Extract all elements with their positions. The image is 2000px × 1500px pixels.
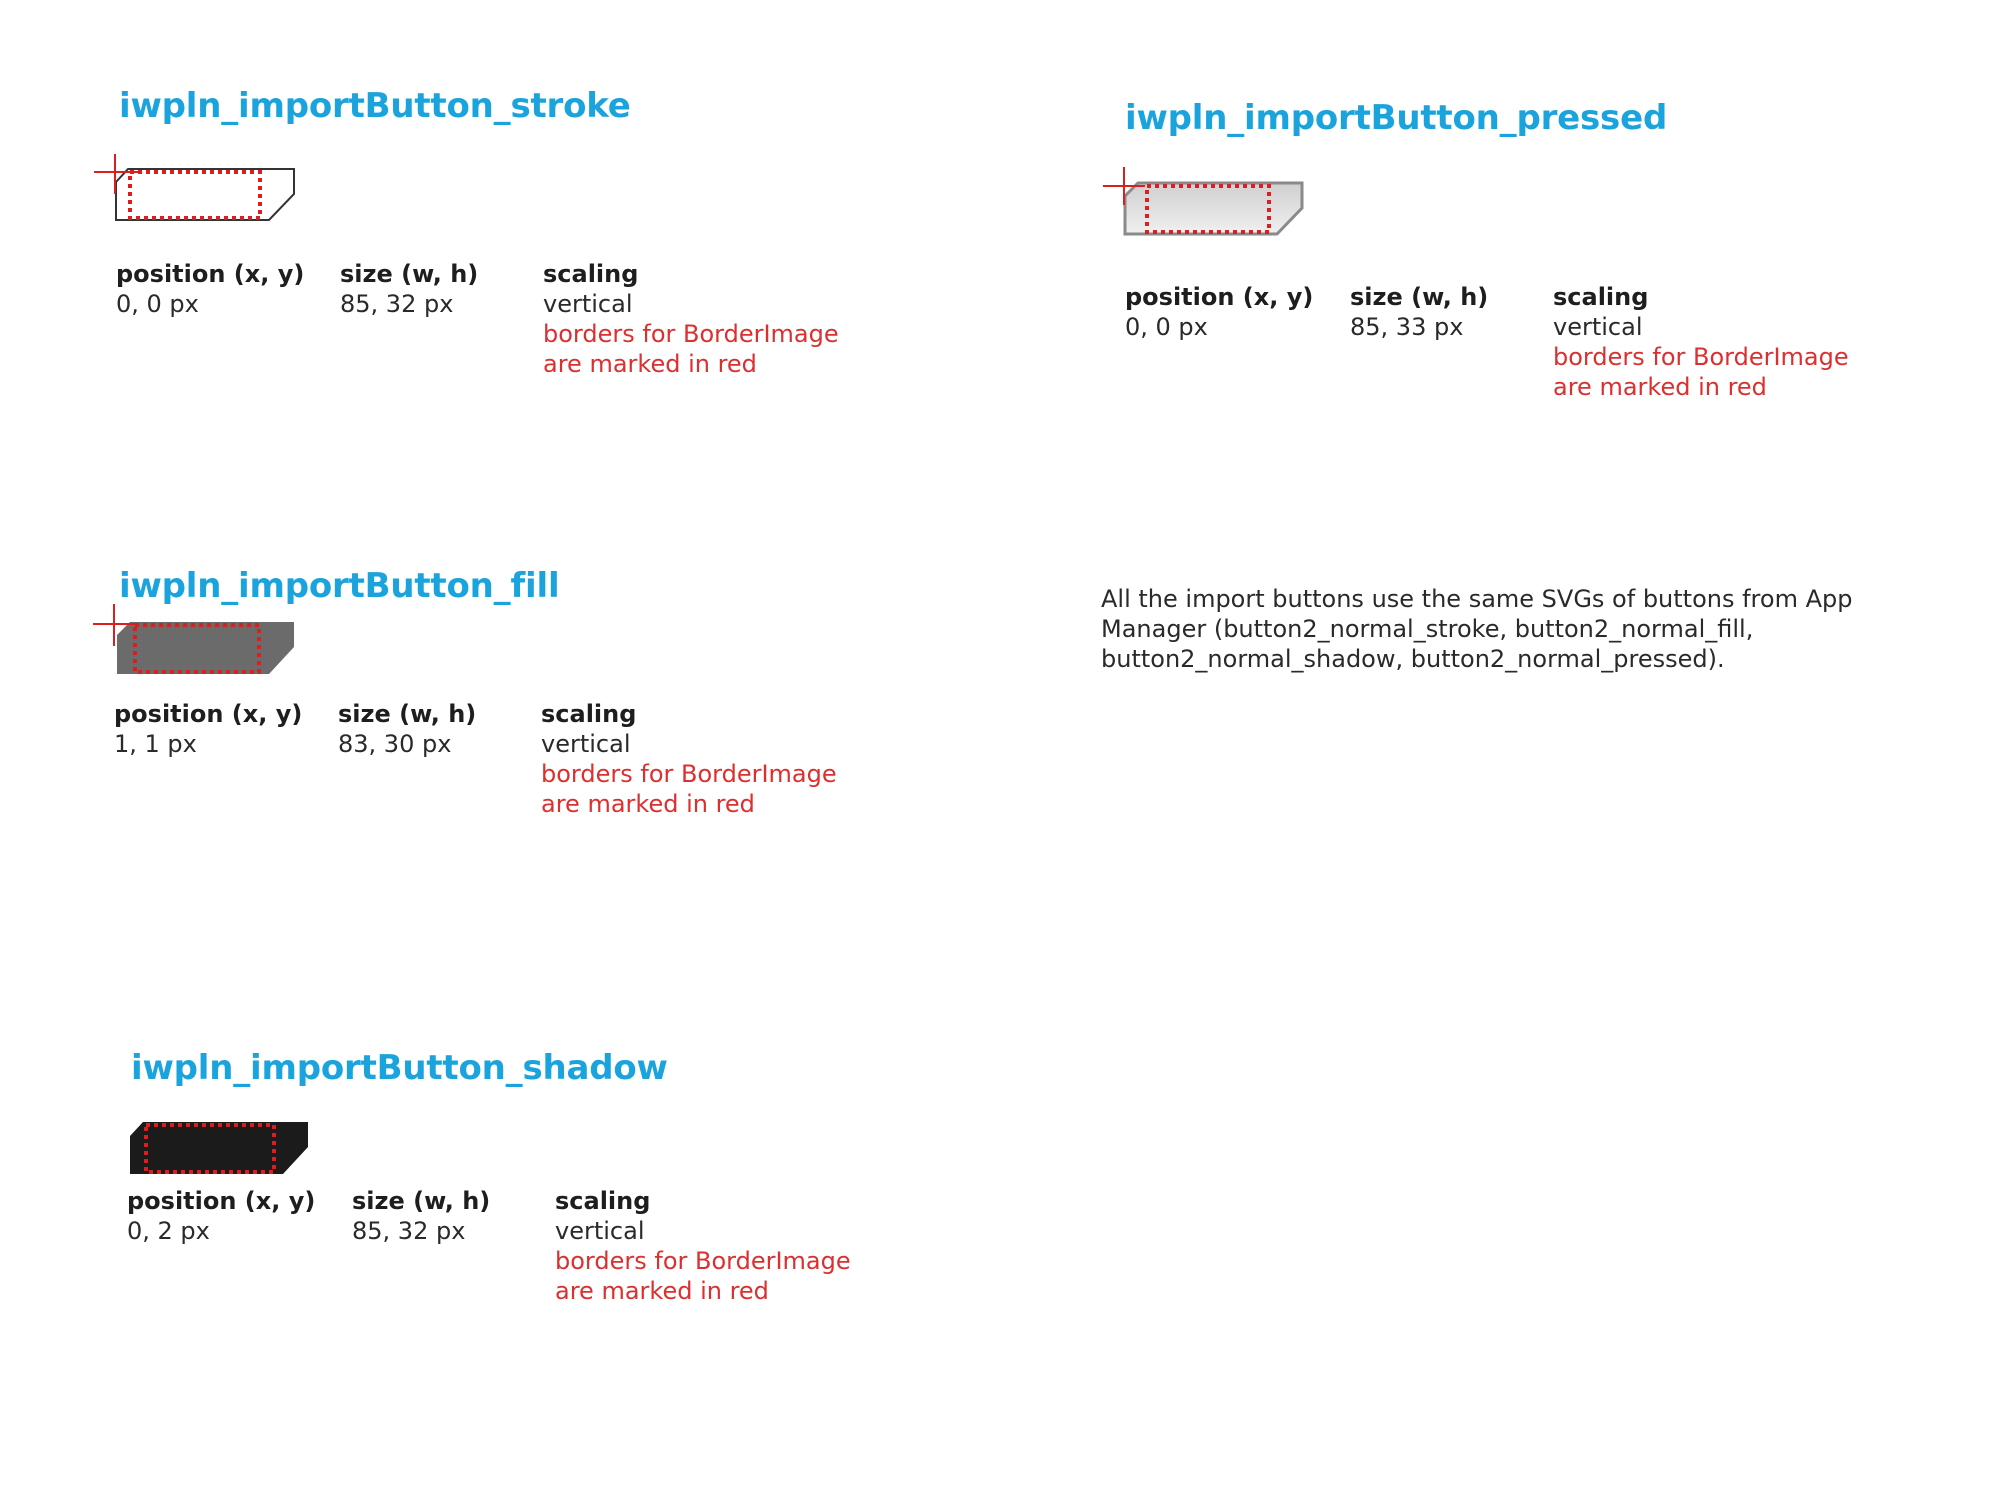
position-header: position (x, y) (1125, 283, 1314, 311)
scaling-value: vertical (541, 730, 631, 758)
size-column (338, 699, 476, 759)
fill-button-preview (93, 600, 293, 690)
position-header: position (x, y) (116, 260, 305, 288)
spec-fill (114, 566, 879, 866)
border-note-line2: are marked in red (543, 350, 757, 378)
scaling-value: vertical (543, 290, 633, 318)
scaling-column (541, 699, 837, 819)
spec-title: iwpln_importButton_shadow (131, 1048, 668, 1088)
size-value: 83, 30 px (338, 730, 452, 758)
size-header: size (w, h) (340, 260, 479, 288)
stroke-button-preview (94, 154, 294, 244)
position-column (1125, 282, 1313, 342)
scaling-value: vertical (1553, 313, 1643, 341)
position-value: 0, 0 px (116, 290, 199, 318)
size-value: 85, 32 px (340, 290, 454, 318)
size-value: 85, 33 px (1350, 313, 1464, 341)
border-note-line2: are marked in red (1553, 373, 1767, 401)
spec-title: iwpln_importButton_stroke (119, 86, 631, 126)
spec-pressed (1125, 98, 1885, 418)
spec-shadow (127, 1048, 891, 1348)
spec-title: iwpln_importButton_pressed (1125, 98, 1668, 138)
import-buttons-info: All the import buttons use the same SVGs of buttons from App Manager (button2_normal_stroke, button2_normal_fill, button2_normal_shadow, button2_normal_pressed). (1101, 585, 1853, 673)
position-column (127, 1186, 315, 1246)
shadow-button-preview (128, 1104, 328, 1194)
border-note-line2: are marked in red (541, 790, 755, 818)
position-value: 1, 1 px (114, 730, 197, 758)
size-column (340, 259, 478, 319)
scaling-column (543, 259, 839, 379)
border-note-line2: are marked in red (555, 1277, 769, 1305)
scaling-header: scaling (543, 260, 639, 288)
position-column (116, 259, 304, 319)
scaling-value: vertical (555, 1217, 645, 1245)
border-note-line1: borders for BorderImage (555, 1247, 851, 1275)
pressed-button-preview (1103, 167, 1303, 257)
position-header: position (x, y) (114, 700, 303, 728)
spec-stroke (116, 86, 879, 386)
position-column (114, 699, 302, 759)
size-column (1350, 282, 1488, 342)
position-value: 0, 0 px (1125, 313, 1208, 341)
size-header: size (w, h) (352, 1187, 491, 1215)
position-value: 0, 2 px (127, 1217, 210, 1245)
scaling-header: scaling (1553, 283, 1649, 311)
size-header: size (w, h) (338, 700, 477, 728)
size-value: 85, 32 px (352, 1217, 466, 1245)
scaling-column (555, 1186, 851, 1306)
size-header: size (w, h) (1350, 283, 1489, 311)
size-column (352, 1186, 490, 1246)
scaling-header: scaling (541, 700, 637, 728)
scaling-header: scaling (555, 1187, 651, 1215)
scaling-column (1553, 282, 1849, 402)
position-header: position (x, y) (127, 1187, 316, 1215)
border-note-line1: borders for BorderImage (543, 320, 839, 348)
border-note-line1: borders for BorderImage (541, 760, 837, 788)
border-note-line1: borders for BorderImage (1553, 343, 1849, 371)
spec-title: iwpln_importButton_fill (119, 566, 560, 606)
